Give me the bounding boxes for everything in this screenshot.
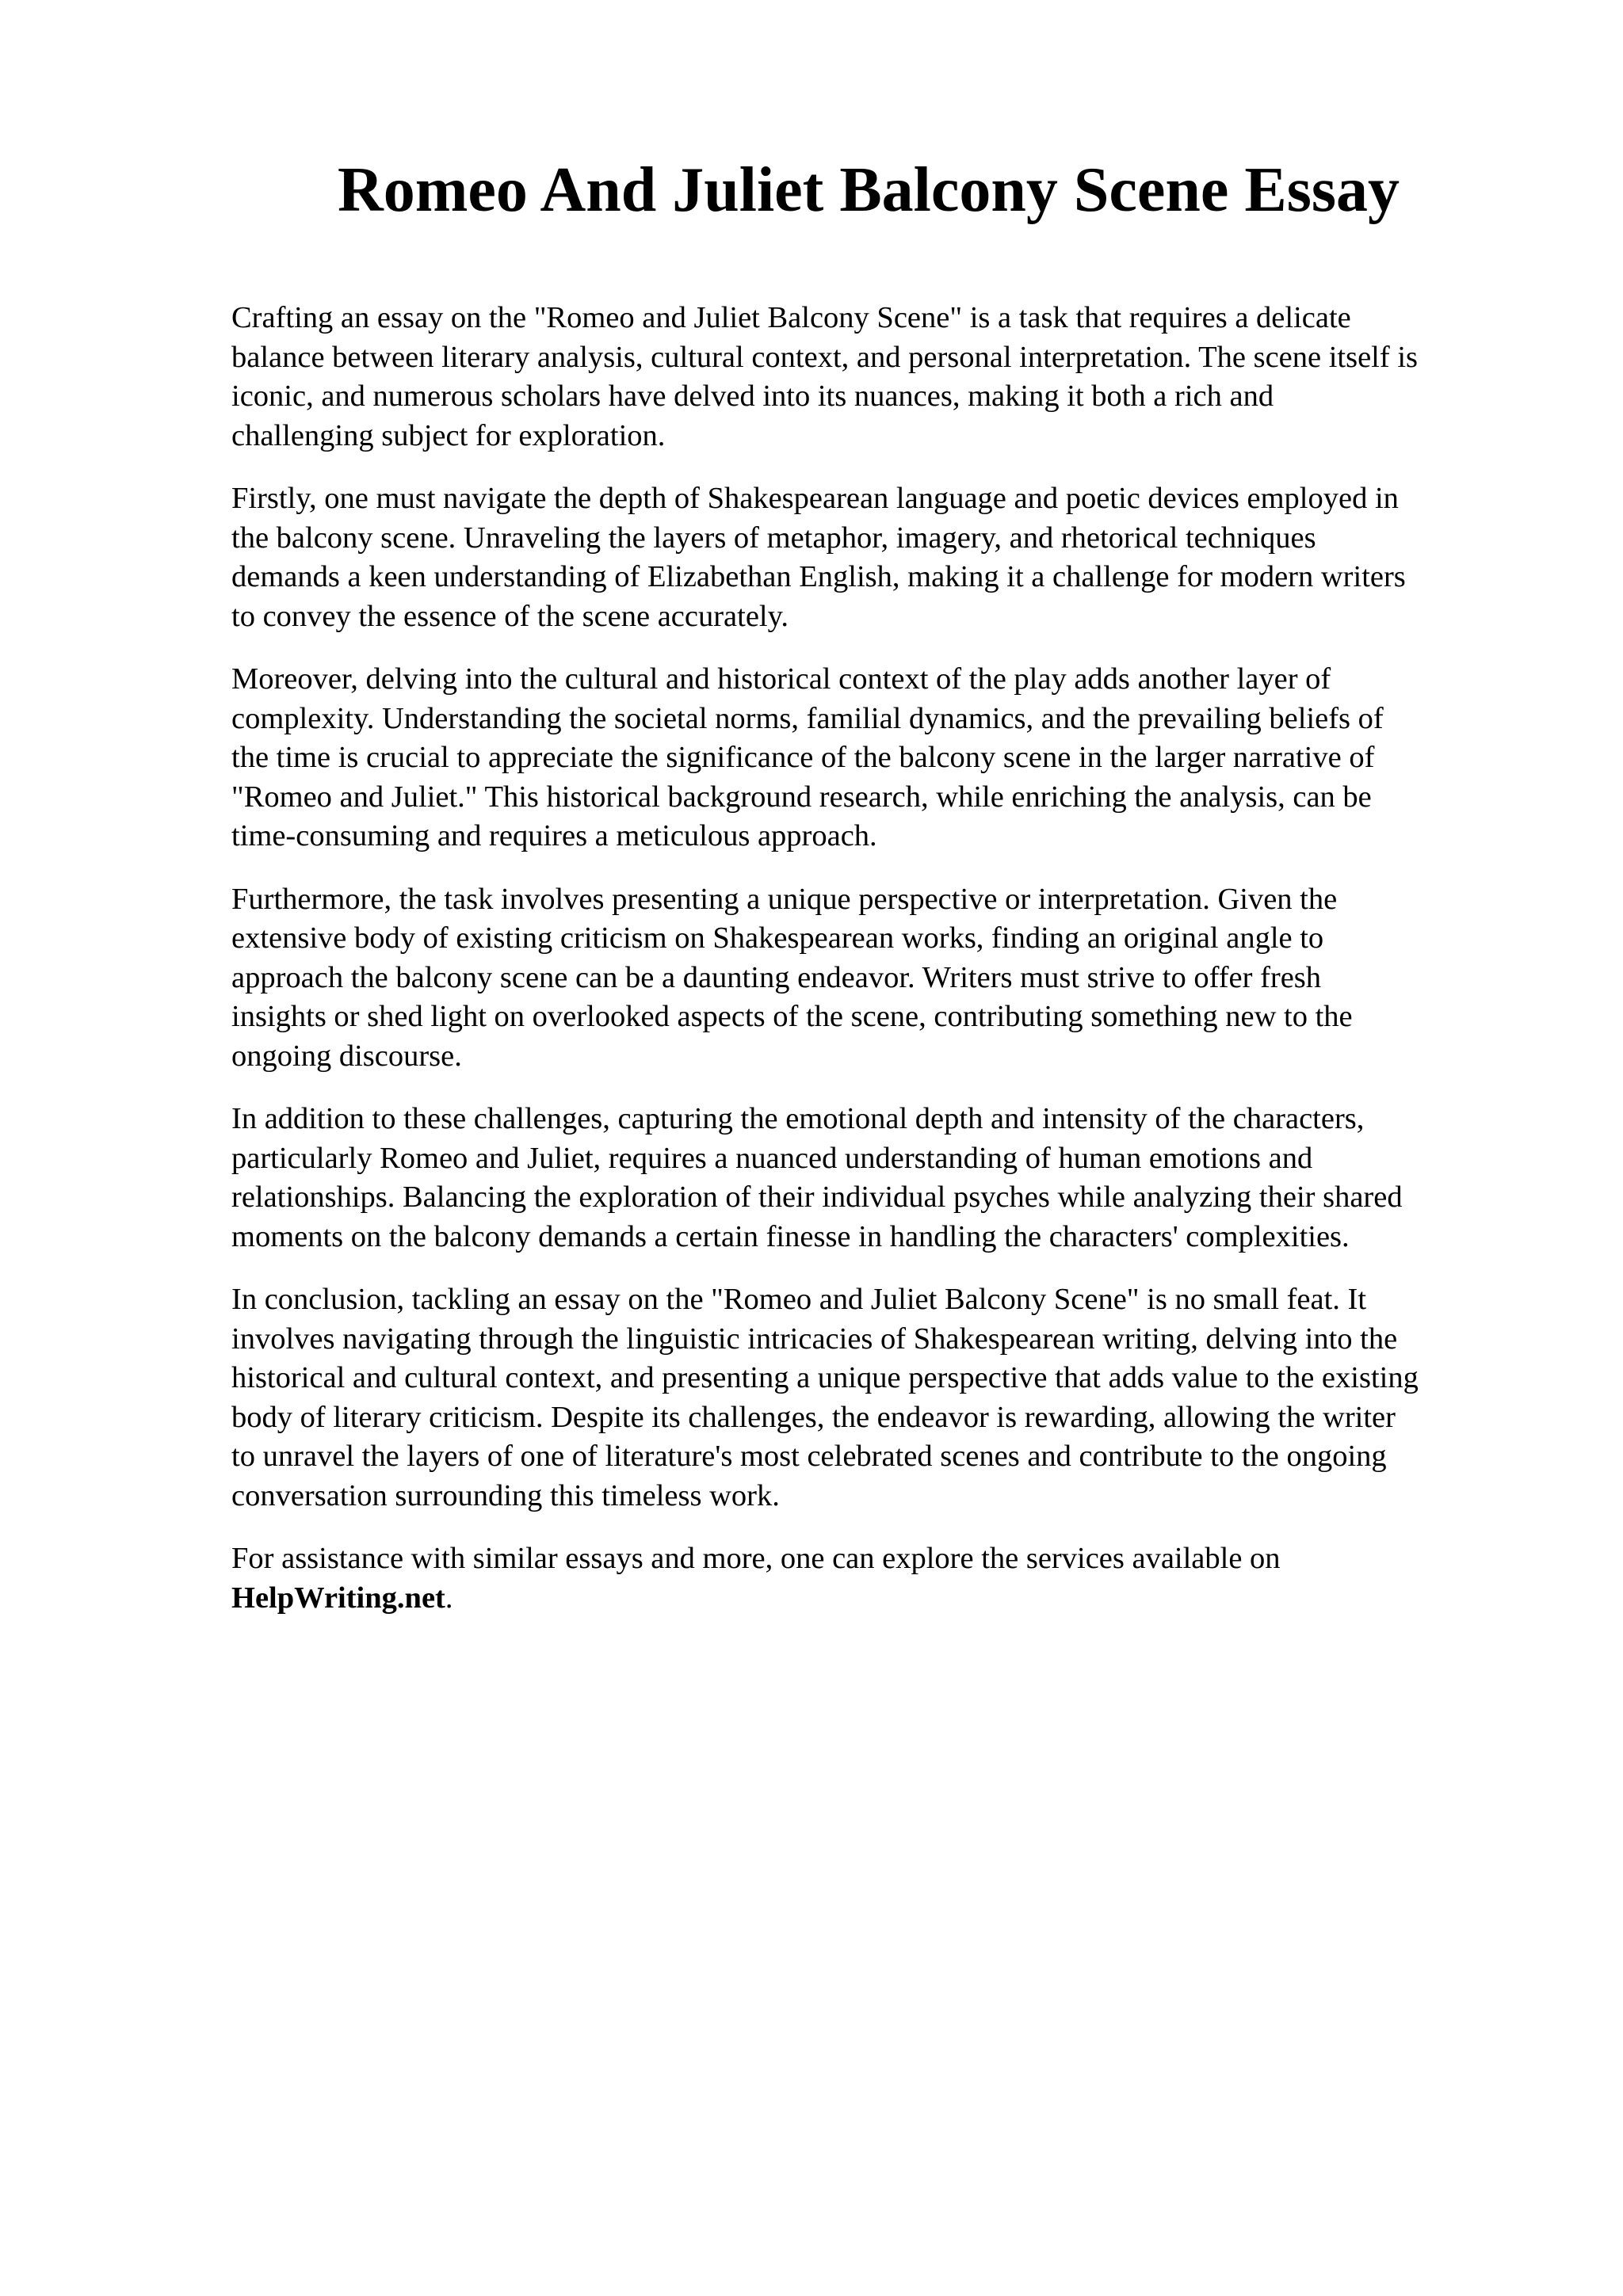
paragraph-line: Furthermore, the task involves presenting a unique perspective or interpretation. Given the bbox=[231, 882, 1338, 916]
paragraph-line: involves navigating through the linguistic intricacies of Shakespearean writing, delving into the bbox=[231, 1322, 1398, 1356]
helpwriting-link[interactable]: HelpWriting.net bbox=[231, 1581, 445, 1615]
document-body bbox=[231, 299, 1523, 1642]
paragraph-line: iconic, and numerous scholars have delved into its nuances, making it both a rich and bbox=[231, 379, 1274, 413]
closing-paragraph bbox=[231, 1539, 1523, 1618]
paragraph-line: to unravel the layers of one of literature's most celebrated scenes and contribute to the ongoing bbox=[231, 1440, 1387, 1473]
paragraph-line: complexity. Understanding the societal norms, familial dynamics, and the prevailing beliefs of bbox=[231, 701, 1384, 735]
paragraph-line: the time is crucial to appreciate the significance of the balcony scene in the larger narrative of bbox=[231, 741, 1375, 774]
paragraph-1 bbox=[231, 299, 1523, 456]
closing-link-line bbox=[231, 1579, 1523, 1619]
paragraph-line: the balcony scene. Unraveling the layers of metaphor, imagery, and rhetorical techniques bbox=[231, 521, 1316, 555]
paragraph-line: historical and cultural context, and presenting a unique perspective that adds value to the existing bbox=[231, 1361, 1419, 1394]
paragraph-line: demands a keen understanding of Elizabethan English, making it a challenge for modern writers bbox=[231, 560, 1406, 593]
paragraph-line: Moreover, delving into the cultural and historical context of the play adds another layer of bbox=[231, 662, 1331, 696]
paragraph-line: ongoing discourse. bbox=[231, 1039, 462, 1073]
paragraph-line: particularly Romeo and Juliet, requires a nuanced understanding of human emotions and bbox=[231, 1141, 1313, 1175]
paragraph-line: extensive body of existing criticism on Shakespearean works, finding an original angle to bbox=[231, 921, 1324, 955]
paragraph-3 bbox=[231, 660, 1523, 856]
document-title: Romeo And Juliet Balcony Scene Essay bbox=[337, 155, 1400, 225]
paragraph-line: time-consuming and requires a meticulous approach. bbox=[231, 819, 877, 852]
paragraph-line: conversation surrounding this timeless work. bbox=[231, 1478, 780, 1512]
paragraph-5 bbox=[231, 1100, 1523, 1257]
paragraph-line: moments on the balcony demands a certain finesse in handling the characters' complexities. bbox=[231, 1219, 1350, 1253]
paragraph-line: relationships. Balancing the exploration of their individual psyches while analyzing their shared bbox=[231, 1180, 1403, 1214]
paragraph-line: balance between literary analysis, cultural context, and personal interpretation. The scene itself is bbox=[231, 340, 1419, 374]
paragraph-line: In addition to these challenges, capturing the emotional depth and intensity of the characters, bbox=[231, 1102, 1365, 1135]
paragraph-line: approach the balcony scene can be a daunting endeavor. Writers must strive to offer fresh bbox=[231, 960, 1322, 994]
closing-line: For assistance with similar essays and more, one can explore the services available on bbox=[231, 1542, 1281, 1575]
paragraph-2 bbox=[231, 479, 1523, 636]
paragraph-6 bbox=[231, 1280, 1523, 1516]
paragraph-line: to convey the essence of the scene accurately. bbox=[231, 599, 789, 633]
paragraph-line: In conclusion, tackling an essay on the "Romeo and Juliet Balcony Scene" is no small feat. It bbox=[231, 1283, 1367, 1316]
paragraph-line: "Romeo and Juliet." This historical background research, while enriching the analysis, can be bbox=[231, 780, 1372, 814]
paragraph-line: challenging subject for exploration. bbox=[231, 418, 666, 452]
paragraph-line: Crafting an essay on the "Romeo and Juliet Balcony Scene" is a task that requires a delicate bbox=[231, 301, 1351, 334]
paragraph-4 bbox=[231, 880, 1523, 1077]
paragraph-line: insights or shed light on overlooked aspects of the scene, contributing something new to the bbox=[231, 1000, 1353, 1033]
closing-period: . bbox=[445, 1581, 453, 1615]
paragraph-line: Firstly, one must navigate the depth of Shakespearean language and poetic devices employed in bbox=[231, 482, 1399, 515]
paragraph-line: body of literary criticism. Despite its challenges, the endeavor is rewarding, allowing the writer bbox=[231, 1400, 1396, 1434]
